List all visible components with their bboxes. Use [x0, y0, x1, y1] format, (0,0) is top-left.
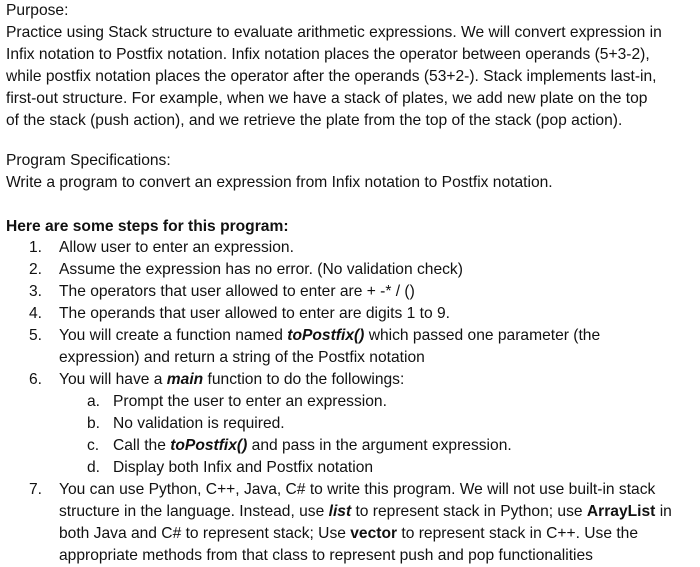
substep-letter: c.	[87, 437, 100, 454]
function-name-emphasis: toPostfix()	[170, 437, 248, 454]
step-text-part: You will have a	[59, 371, 167, 388]
step-text-part: structure in the language. Instead, use	[59, 503, 329, 520]
purpose-line-1: Practice using Stack structure to evaluate arithmetic expressions. We will convert expression in	[6, 24, 662, 41]
steps-heading: Here are some steps for this program:	[6, 218, 289, 235]
specs-label: Program Specifications:	[6, 152, 171, 169]
step-text-part: both Java and C# to represent stack; Use	[59, 525, 351, 542]
step-text-part: to represent stack in Python; use	[351, 503, 587, 520]
step-text-part: which passed one parameter (the	[364, 327, 601, 344]
step-text: appropriate methods from that class to represent push and pop functionalities	[59, 547, 593, 564]
purpose-label: Purpose:	[6, 2, 69, 19]
substep-text-part: Call the	[113, 437, 171, 454]
specs-line: Write a program to convert an expression from Infix notation to Postfix notation.	[6, 174, 553, 191]
purpose-line-5: of the stack (push action), and we retrieve the plate from the top of the stack (pop action).	[6, 112, 623, 129]
specs-section	[6, 150, 696, 194]
substep-letter: b.	[87, 415, 101, 432]
substep-text: Display both Infix and Postfix notation	[113, 459, 374, 476]
step-number: 4.	[29, 305, 43, 322]
purpose-line-4: first-out structure. For example, when we have a stack of plates, we add new plate on the top	[6, 90, 648, 107]
step-number: 6.	[29, 371, 43, 388]
cropped-line-container	[0, 544, 700, 564]
step-number: 1.	[29, 239, 43, 256]
step-text: expression) and return a string of the Postfix notation	[59, 349, 425, 366]
step-text: Allow user to enter an expression.	[59, 239, 294, 256]
purpose-line-2: Infix notation to Postfix notation. Infix notation places the operator between operands (5+3-2),	[6, 46, 650, 63]
step-text: The operators that user allowed to enter are + -* / ()	[59, 283, 415, 300]
step-text-part: to represent stack in C++. Use the	[397, 525, 639, 542]
step-text-part: function to do the followings:	[203, 371, 405, 388]
step-number: 3.	[29, 283, 43, 300]
step-number: 5.	[29, 327, 43, 344]
substep-text: Prompt the user to enter an expression.	[113, 393, 387, 410]
step-number: 2.	[29, 261, 43, 278]
step-text: Assume the expression has no error. (No validation check)	[59, 261, 463, 278]
list-emphasis: list	[328, 503, 352, 520]
substep-text-part: and pass in the argument expression.	[247, 437, 512, 454]
step-text	[59, 523, 638, 545]
step-text: The operands that user allowed to enter are digits 1 to 9.	[59, 305, 450, 322]
purpose-line-3: while postfix notation places the operator after the operands (53+2-). Stack implements last-in,	[6, 68, 657, 85]
purpose-section	[6, 0, 696, 132]
substep-text: No validation is required.	[113, 415, 285, 432]
main-emphasis: main	[166, 371, 204, 388]
step-text-part: You will create a function named	[59, 327, 288, 344]
arraylist-emphasis: ArrayList	[586, 503, 656, 520]
function-name-emphasis: toPostfix()	[287, 327, 365, 344]
substep-letter: a.	[87, 393, 101, 410]
vector-emphasis: vector	[350, 525, 398, 542]
substep-letter: d.	[87, 459, 101, 476]
step-text	[59, 501, 672, 523]
step-number: 7.	[29, 481, 43, 498]
substep-text	[113, 435, 512, 457]
step-text	[59, 369, 404, 391]
step-text: You can use Python, C++, Java, C# to write this program. We will not use built-in stack	[59, 481, 656, 498]
step-text	[59, 325, 600, 347]
steps-heading-block	[6, 216, 696, 238]
step-text-part: in	[655, 503, 672, 520]
